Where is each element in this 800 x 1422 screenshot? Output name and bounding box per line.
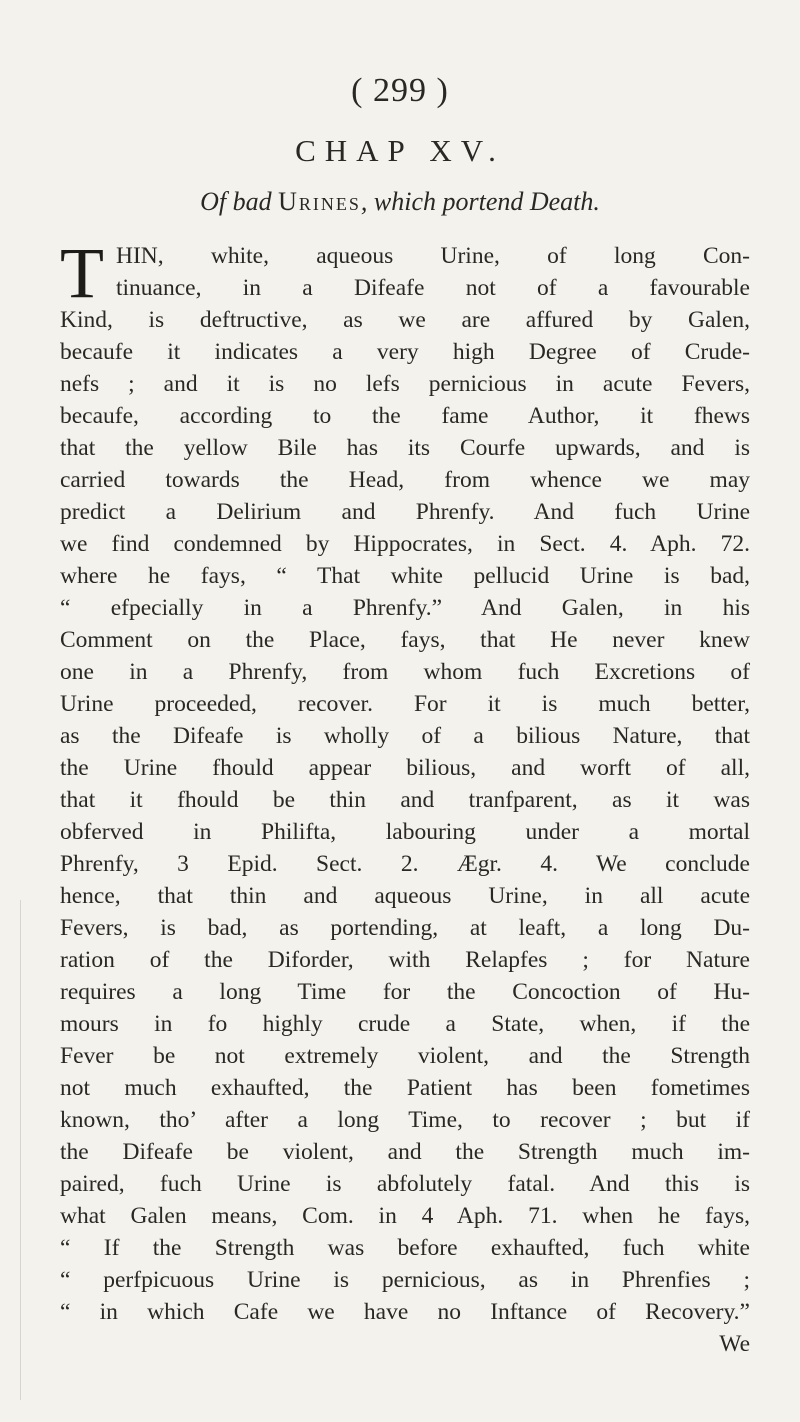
text-line: hence, that thin and aqueous Urine, in all acute: [60, 883, 750, 909]
text-line: HIN, white, aqueous Urine, of long Con-: [116, 243, 750, 269]
text-line: the Difeafe be violent, and the Strength much im-: [60, 1139, 750, 1165]
text-line: what Galen means, Com. in 4 Aph. 71. when he fays,: [60, 1203, 750, 1229]
drop-cap: T: [60, 233, 104, 313]
text-line: predict a Delirium and Phrenfy. And fuch Urine: [60, 499, 750, 525]
page-number: ( 299 ): [351, 72, 449, 109]
text-line: where he fays, “ That white pellucid Urine is bad,: [60, 563, 750, 589]
text-line: Urine proceeded, recover. For it is much better,: [60, 691, 750, 717]
text-line: carried towards the Head, from whence we may: [60, 467, 750, 493]
text-line: Fever be not extremely violent, and the Strength: [60, 1043, 750, 1069]
text-line: becaufe it indicates a very high Degree of Crude-: [60, 339, 750, 365]
text-line: Kind, is deftructive, as we are affured by Galen,: [60, 307, 750, 333]
text-line: as the Difeafe is wholly of a bilious Nature, that: [60, 723, 750, 749]
text-line: mours in fo highly crude a State, when, if the: [60, 1011, 750, 1037]
text-line: that it fhould be thin and tranfparent, as it was: [60, 787, 750, 813]
text-line: nefs ; and it is no lefs pernicious in acute Fevers,: [60, 371, 750, 397]
text-line: tinuance, in a Difeafe not of a favourable: [116, 275, 750, 301]
chapter-title-small-caps: Urines: [278, 187, 361, 216]
text-line: Fevers, is bad, as portending, at leaft, a long Du-: [60, 915, 750, 941]
text-line: we find condemned by Hippocrates, in Sect. 4. Aph. 72.: [60, 531, 750, 557]
chapter-title: [0, 187, 800, 217]
catchword: We: [719, 1331, 750, 1357]
chapter-heading: CHAP XV.: [295, 133, 505, 168]
text-line: becaufe, according to the fame Author, it fhews: [60, 403, 750, 429]
text-line: “ If the Strength was before exhaufted, fuch white: [60, 1235, 750, 1261]
text-line: not much exhaufted, the Patient has been fometimes: [60, 1075, 750, 1101]
text-line: ration of the Diforder, with Relapfes ; for Nature: [60, 947, 750, 973]
text-line: Phrenfy, 3 Epid. Sect. 2. Ægr. 4. We conclude: [60, 851, 750, 877]
text-line: known, tho’ after a long Time, to recover ; but if: [60, 1107, 750, 1133]
text-line: obferved in Philifta, labouring under a mortal: [60, 819, 750, 845]
chapter-title-suffix: , which portend Death.: [360, 187, 600, 216]
page-edge-shadow: [20, 900, 21, 1400]
text-line: Comment on the Place, fays, that He never knew: [60, 627, 750, 653]
text-line: “ perfpicuous Urine is pernicious, as in Phrenfies ;: [60, 1267, 750, 1293]
text-line: that the yellow Bile has its Courfe upwards, and is: [60, 435, 750, 461]
body-text: [60, 233, 750, 1360]
text-line: “ in which Cafe we have no Inftance of Recovery.”: [60, 1299, 750, 1325]
text-line: paired, fuch Urine is abfolutely fatal. And this is: [60, 1171, 750, 1197]
text-line: one in a Phrenfy, from whom fuch Excretions of: [60, 659, 750, 685]
text-line: requires a long Time for the Concoction of Hu-: [60, 979, 750, 1005]
text-line: “ efpecially in a Phrenfy.” And Galen, in his: [60, 595, 750, 621]
text-line: the Urine fhould appear bilious, and worft of all,: [60, 755, 750, 781]
chapter-title-prefix: Of bad: [200, 187, 272, 216]
